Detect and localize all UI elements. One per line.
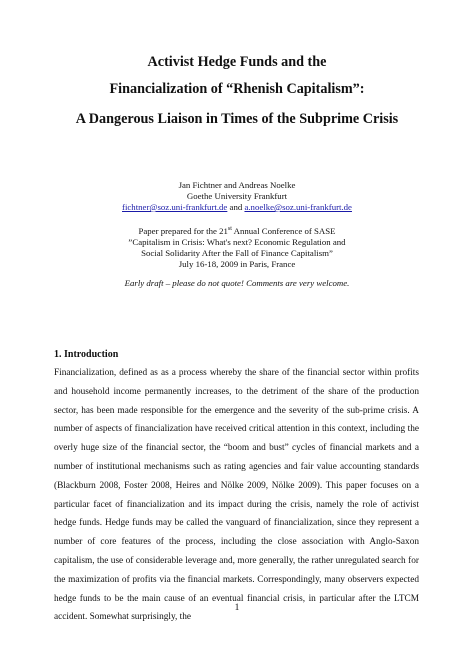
body-paragraph: Financialization, defined as as a process whereby the share of the financial sector within profits and household income permanently increases, to the detriment of the share of the production sector, has been made responsible for the emergence and the severity of the sub-prime crisis. A number of aspects of financialization have received critical attention in this context, including the overly huge size of the financial sector, the “boom and bust” cycles of financial markets and a number of institutional mechanisms such as rating agencies and fair value accounting standards (Blackburn 2008, Foster 2008, Heires and Nölke 2009, Nölke 2009). This paper focuses on a particular facet of financialization and its impact during the crisis, namely the role of activist hedge funds. Hedge funds may be called the vanguard of financialization, since they represent a number of core features of the process, including the close association with Anglo-Saxon capitalism, the use of considerable leverage and, more generally, the rather unregulated search for the maximization of profits via the financial markets. Correspondingly, many observers expected hedge funds to be the main cause of an eventual financial crisis, in particular after the LTCM accident. Somewhat surprisingly, the [54,368,419,623]
email-link-fichtner[interactable]: fichtner@soz.uni-frankfurt.de [122,202,228,212]
authors-block [0,180,474,213]
title-line-2: Financialization of “Rhenish Capitalism”: [109,81,365,97]
title-line-1: Activist Hedge Funds and the [147,54,327,70]
page-number: 1 [234,603,240,613]
conference-date-place: July 16-18, 2009 in Paris, France [178,259,296,269]
email-line [0,202,474,213]
draft-note: Early draft – please do not quote! Comments are very welcome. [124,278,350,288]
conference-line [0,226,474,237]
affiliation: Goethe University Frankfurt [186,191,288,201]
conference-block [0,226,474,270]
conference-ordinal: st [227,226,232,233]
conference-theme-line-1: ”Capitalism in Crisis: What's next? Economic Regulation and [128,237,346,247]
email-conjunction: and [229,202,243,212]
conference-prefix: Paper prepared for the 21 [138,226,228,236]
email-link-noelke[interactable]: a.noelke@soz.uni-frankfurt.de [244,202,352,212]
author-names: Jan Fichtner and Andreas Noelke [178,180,296,190]
conference-theme-line-2: Social Solidarity After the Fall of Finance Capitalism” [141,248,333,258]
subtitle: A Dangerous Liaison in Times of the Subprime Crisis [75,111,399,127]
conference-suffix: Annual Conference of SASE [233,226,336,236]
section-heading: 1. Introduction [54,349,119,360]
